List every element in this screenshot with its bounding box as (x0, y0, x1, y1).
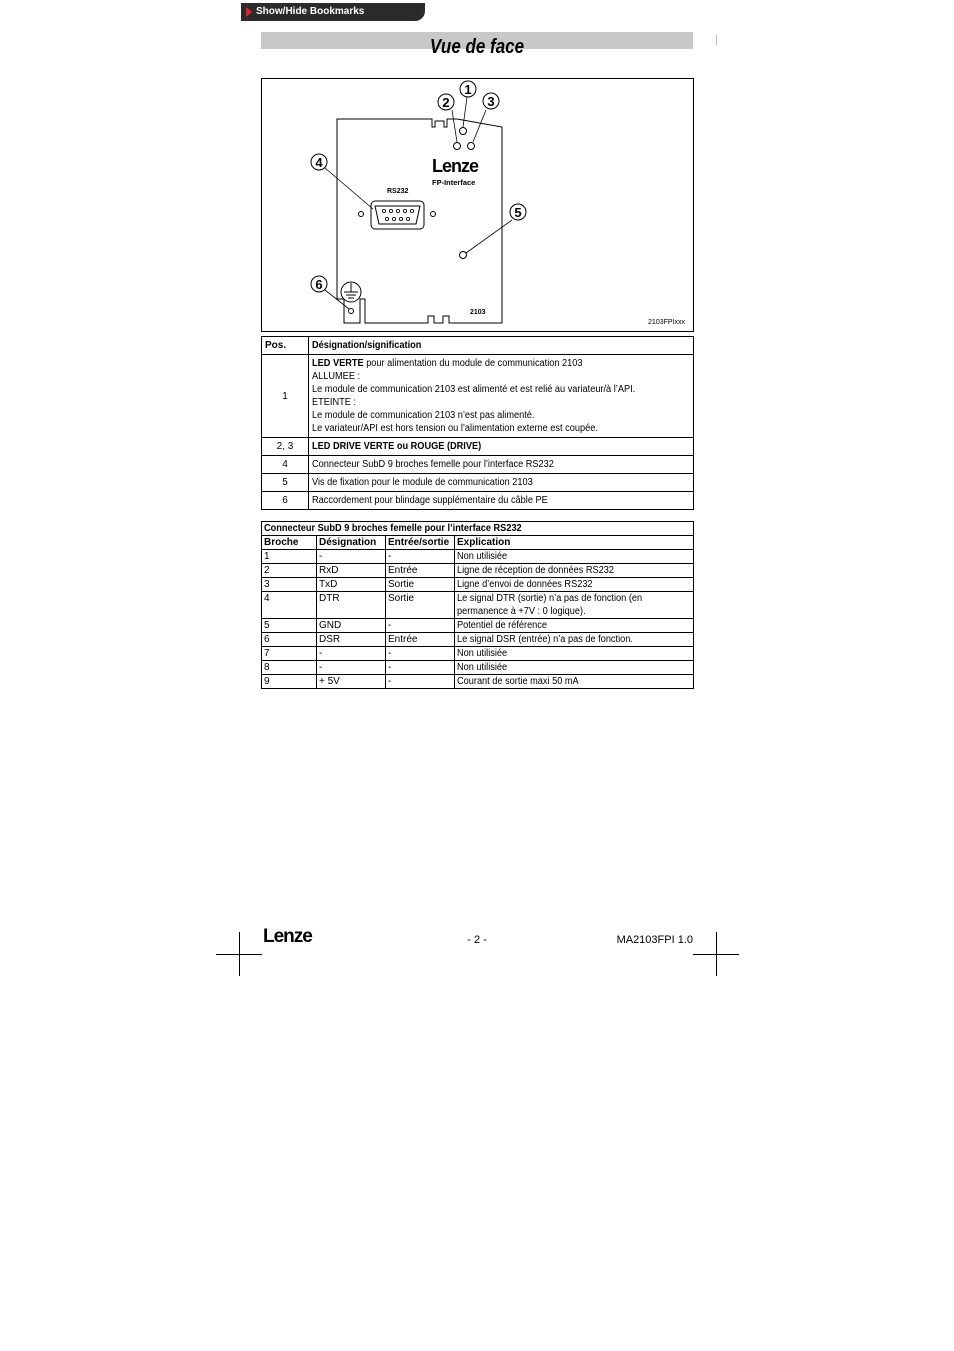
table-row (262, 578, 694, 592)
module-model: 2103 (470, 309, 486, 316)
table-header-row (262, 536, 694, 550)
col-explication: Explication (455, 536, 694, 550)
row-pos: 6 (262, 492, 309, 510)
table-row (262, 456, 694, 474)
cell-pin: 2 (262, 564, 317, 578)
show-hide-bookmarks-button[interactable] (241, 3, 425, 21)
row-pos: 5 (262, 474, 309, 492)
edge-mark (716, 35, 717, 45)
triangle-right-icon (246, 7, 252, 17)
cell-explication: Ligne d’envoi de données RS232 (455, 578, 694, 592)
table-row (262, 550, 694, 564)
figure-reference: 2103FPIxxx (648, 319, 685, 326)
bookmarks-label: Show/Hide Bookmarks (256, 6, 365, 17)
row-designation: Vis de fixation pour le module de communication 2103 (309, 474, 694, 492)
module-logo: Lenze (432, 156, 479, 176)
row-pos: 1 (262, 355, 309, 438)
table-row (262, 474, 694, 492)
cell-explication: Ligne de réception de données RS232 (455, 564, 694, 578)
row-pos: 2, 3 (262, 438, 309, 456)
page-title: Vue de face (429, 36, 525, 58)
row-designation: Connecteur SubD 9 broches femelle pour l’interface RS232 (309, 456, 694, 474)
row-designation: Raccordement pour blindage supplémentaire du câble PE (309, 492, 694, 510)
cell-designation: - (317, 550, 386, 564)
cell-explication: Le signal DTR (sortie) n’a pas de fonction (en permanence à +7V : 0 logique). (455, 592, 694, 619)
cell-io: - (386, 675, 455, 689)
cell-pin: 7 (262, 647, 317, 661)
cell-designation: + 5V (317, 675, 386, 689)
module-drawing (262, 79, 695, 333)
position-table (261, 336, 694, 510)
cell-pin: 8 (262, 661, 317, 675)
cell-designation: DTR (317, 592, 386, 619)
cell-pin: 5 (262, 619, 317, 633)
header-pos: Pos. (262, 337, 309, 355)
cell-explication: Non utilisiée (455, 550, 694, 564)
pinout-table (261, 521, 694, 689)
cell-pin: 9 (262, 675, 317, 689)
header-designation: Désignation/signification (309, 337, 694, 355)
table-title-row (262, 522, 694, 536)
module-subtitle: FP-Interface (432, 178, 476, 187)
cell-io: Entrée (386, 633, 455, 647)
table-row (262, 633, 694, 647)
cell-io: - (386, 647, 455, 661)
cell-designation: - (317, 647, 386, 661)
cell-explication: Non utilisiée (455, 647, 694, 661)
cell-io: - (386, 619, 455, 633)
table-row (262, 647, 694, 661)
cell-io: - (386, 661, 455, 675)
callout-6: 6 (315, 277, 323, 292)
col-io: Entrée/sortie (386, 536, 455, 550)
callout-2: 2 (442, 95, 450, 110)
cell-io: - (386, 550, 455, 564)
page-number: - 2 - (467, 934, 487, 946)
callout-1: 1 (464, 82, 472, 97)
crop-mark (693, 954, 739, 955)
cell-designation: DSR (317, 633, 386, 647)
table-row (262, 564, 694, 578)
crop-mark (216, 954, 262, 955)
callout-5: 5 (514, 205, 522, 220)
table-row (262, 438, 694, 456)
cell-io: Sortie (386, 592, 455, 619)
cell-designation: - (317, 661, 386, 675)
row-designation: LED VERTE pour alimentation du module de communication 2103 ALLUMEE : Le module de communication 2103 est alimenté et est relié au variateur/à l’API. ETEINTE : Le module de communication 2103 n’est pas alimenté. Le variateur/API est hors tension ou l’alimentation externe est coupée. (309, 355, 694, 438)
cell-explication: Potentiel de référence (455, 619, 694, 633)
table-row (262, 675, 694, 689)
table-row (262, 355, 694, 438)
cell-explication: Courant de sortie maxi 50 mA (455, 675, 694, 689)
col-designation: Désignation (317, 536, 386, 550)
pinout-title: Connecteur SubD 9 broches femelle pour l’interface RS232 (262, 522, 694, 536)
connector-label: RS232 (387, 188, 409, 195)
cell-pin: 4 (262, 592, 317, 619)
cell-pin: 1 (262, 550, 317, 564)
table-row (262, 619, 694, 633)
cell-io: Sortie (386, 578, 455, 592)
cell-designation: RxD (317, 564, 386, 578)
document-id: MA2103FPI 1.0 (616, 934, 693, 946)
table-header-row (262, 337, 694, 355)
cell-explication: Le signal DSR (entrée) n’a pas de fonction. (455, 633, 694, 647)
cell-pin: 6 (262, 633, 317, 647)
row-pos: 4 (262, 456, 309, 474)
table-row (262, 492, 694, 510)
cell-pin: 3 (262, 578, 317, 592)
cell-designation: TxD (317, 578, 386, 592)
cell-explication: Non utilisiée (455, 661, 694, 675)
cell-designation: GND (317, 619, 386, 633)
table-row (262, 592, 694, 619)
cell-io: Entrée (386, 564, 455, 578)
table-row (262, 661, 694, 675)
col-broche: Broche (262, 536, 317, 550)
row-designation: LED DRIVE VERTE ou ROUGE (DRIVE) (309, 438, 694, 456)
callout-4: 4 (315, 155, 323, 170)
front-view-figure (261, 78, 694, 332)
callout-3: 3 (487, 94, 495, 109)
footer-logo: Lenze (263, 926, 312, 947)
